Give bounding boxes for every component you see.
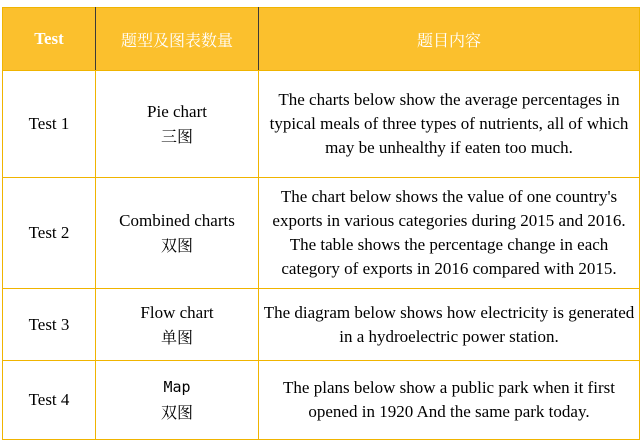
type-english: Flow chart [140, 302, 214, 322]
test-cell: Test 1 [3, 71, 96, 178]
type-cell [96, 289, 259, 361]
table-row [3, 178, 640, 289]
task-overview-table [2, 7, 640, 440]
header-test: Test [3, 8, 96, 71]
table-row [3, 361, 640, 440]
type-english: Map [163, 378, 191, 396]
table-header [3, 8, 640, 71]
type-chinese: 双图 [160, 403, 193, 422]
test-cell: Test 4 [3, 361, 96, 440]
type-english: Combined charts [119, 211, 235, 230]
type-cell [96, 178, 259, 289]
header-content: 题目内容 [259, 8, 640, 71]
test-cell: Test 2 [3, 178, 96, 289]
type-chinese: 双图 [160, 236, 193, 255]
header-type: 题型及图表数量 [96, 8, 259, 71]
table-row [3, 71, 640, 178]
type-chinese: 单图 [160, 327, 193, 347]
test-cell: Test 3 [3, 289, 96, 361]
type-chinese: 三图 [160, 127, 193, 146]
table-row [3, 289, 640, 361]
content-cell: The charts below show the average percentages in typical meals of three types of nutrients, all of which may be unhealthy if eaten too much. [259, 71, 640, 178]
content-cell: The diagram below shows how electricity is generated in a hydroelectric power station. [259, 289, 640, 361]
type-english: Pie chart [147, 102, 207, 121]
type-cell [96, 361, 259, 440]
type-cell [96, 71, 259, 178]
content-cell: The chart below shows the value of one country's exports in various categories during 2015 and 2016. The table shows the percentage change in each category of exports in 2016 compared with 2015. [259, 178, 640, 289]
table-body [3, 71, 640, 440]
header-row [3, 8, 640, 71]
content-cell: The plans below show a public park when it first opened in 1920 And the same park today. [259, 361, 640, 440]
